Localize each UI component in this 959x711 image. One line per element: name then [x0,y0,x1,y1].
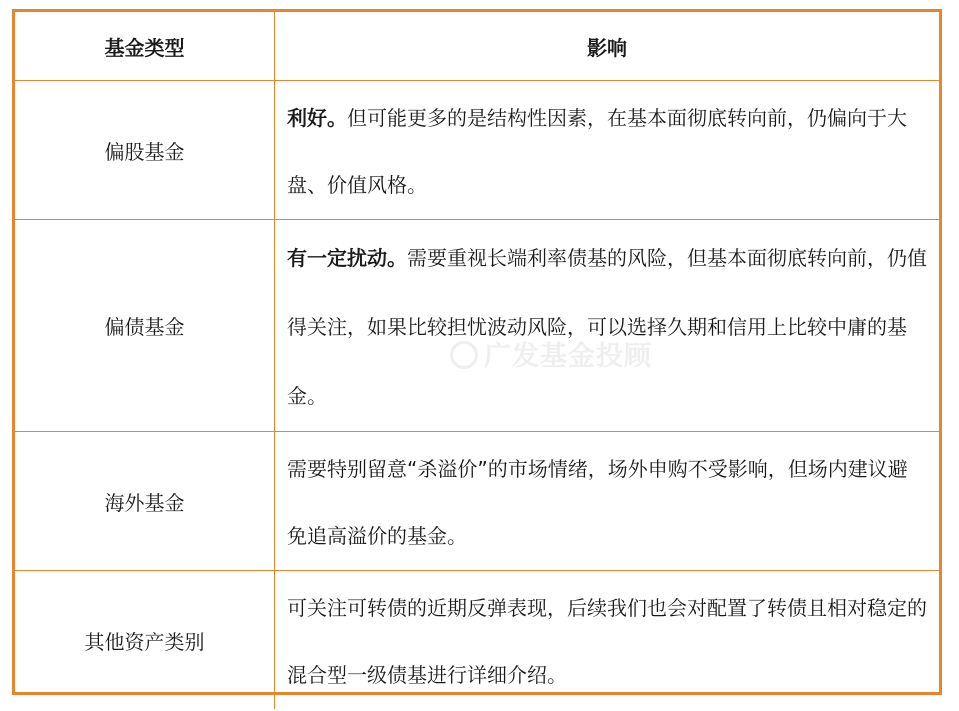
header-impact: 影响 [275,12,940,81]
table-row [15,432,939,571]
impact-cell [275,81,940,220]
fund-type-cell: 其他资产类别 [15,571,275,710]
watermark-text: 广发基金投顾 [484,341,652,372]
impact-cell [275,432,940,571]
watermark [450,334,652,373]
impact-cell [275,571,940,710]
impact-cell [275,220,940,432]
impact-text: 但可能更多的是结构性因素，在基本面彻底转向前，仍偏向于大盘、价值风格。 [287,106,907,197]
table-row [15,571,939,710]
header-fund-type: 基金类型 [15,12,275,81]
impact-lead: 有一定扰动。 [287,246,407,270]
table-row [15,81,939,220]
impact-lead: 利好。 [287,106,347,130]
table-row [15,220,939,432]
fund-type-cell: 偏股基金 [15,81,275,220]
table-header-row [15,12,939,81]
watermark-logo-icon [450,341,478,369]
impact-text: 可关注可转债的近期反弹表现，后续我们也会对配置了转债且相对稳定的混合型一级债基进行详细介绍。 [287,596,927,687]
impact-text: 需要特别留意“杀溢价”的市场情绪，场外申购不受影响，但场内建议避免追高溢价的基金。 [287,457,908,548]
fund-type-cell: 海外基金 [15,432,275,571]
fund-type-cell: 偏债基金 [15,220,275,432]
impact-text: 需要重视长端利率债基的风险，但基本面彻底转向前，仍值得关注，如果比较担忧波动风险，可以选择久期和信用上比较中庸的基金。 [287,246,927,408]
